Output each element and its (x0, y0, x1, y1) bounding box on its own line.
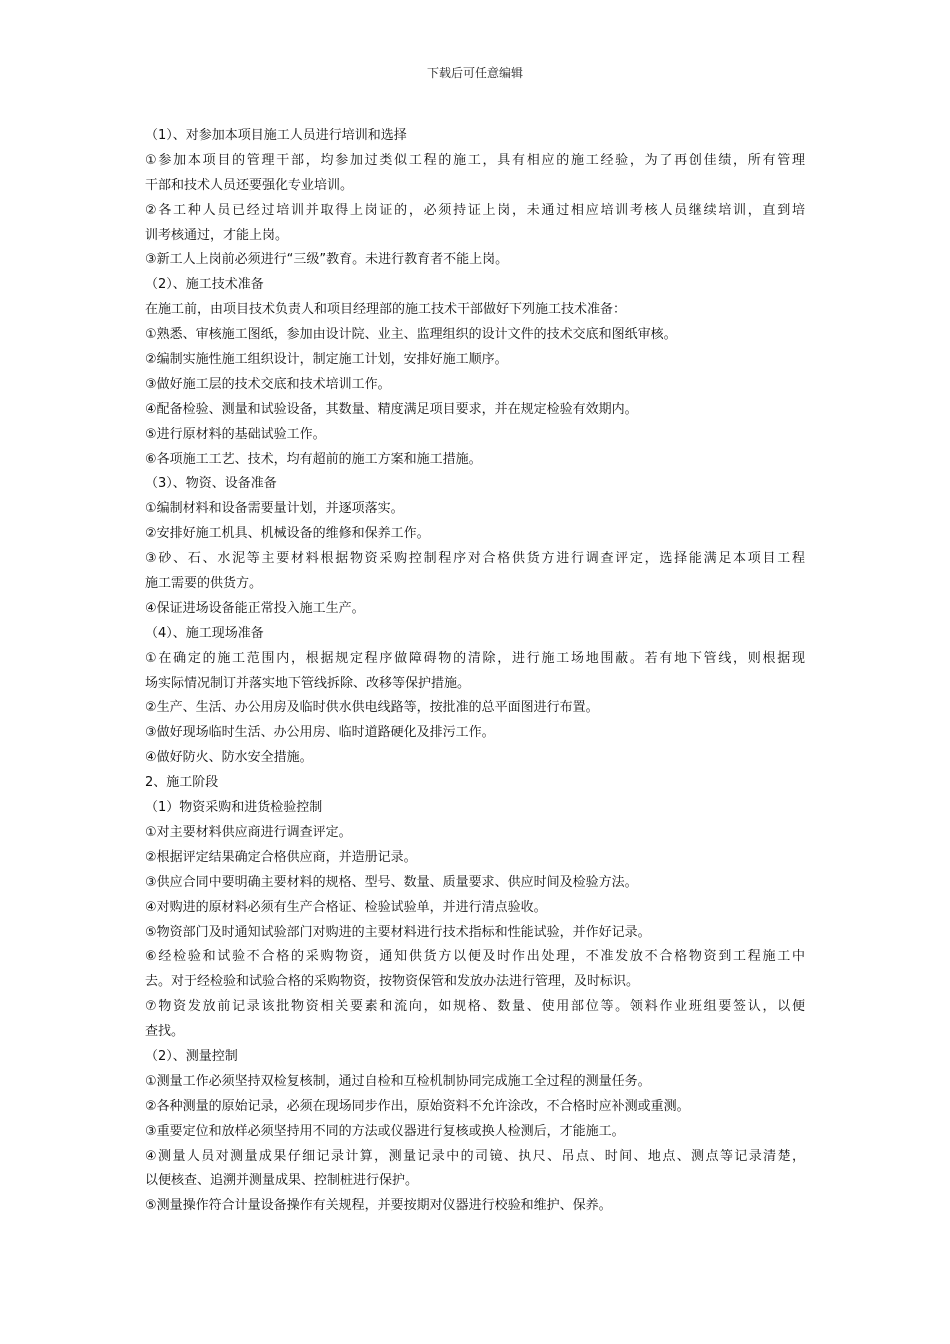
text-line: ③重要定位和放样必须坚持用不同的方法或仪器进行复核或换人检测后，才能施工。 (145, 1123, 625, 1139)
text-line: ②编制实施性施工组织设计，制定施工计划，安排好施工顺序。 (145, 352, 508, 368)
text-line: ②根据评定结果确定合格供应商，并造册记录。 (145, 849, 417, 865)
text-line: ④保证进场设备能正常投入施工生产。 (145, 600, 365, 616)
text-line: ④测量人员对测量成果仔细记录计算，测量记录中的司镜、执尺、吊点、时间、地点、测点等记录清楚， (145, 1148, 805, 1164)
text-line: ③砂、石、水泥等主要材料根据物资采购控制程序对合格供货方进行调查评定，选择能满足本项目工程 (145, 551, 805, 567)
text-line: 2、施工阶段 (145, 775, 219, 791)
page-header: 下载后可任意编辑 (426, 66, 523, 80)
text-line: ⑦物资发放前记录该批物资相关要素和流向，如规格、数量、使用部位等。领料作业班组要签认，以便 (145, 999, 805, 1015)
document-body (145, 124, 805, 1219)
text-line: ②安排好施工机具、机械设备的维修和保养工作。 (145, 526, 430, 542)
text-line: （2）、施工技术准备 (145, 277, 264, 293)
text-line: ①对主要材料供应商进行调查评定。 (145, 824, 352, 840)
text-line: ③新工人上岗前必须进行“三级”教育。未进行教育者不能上岗。 (145, 252, 509, 268)
text-line: 查找。 (145, 1024, 185, 1040)
text-line: ③做好现场临时生活、办公用房、临时道路硬化及排污工作。 (145, 725, 495, 741)
text-line: ⑥经检验和试验不合格的采购物资，通知供货方以便及时作出处理，不准发放不合格物资到工程施工中 (145, 949, 805, 965)
text-line: （1）、对参加本项目施工人员进行培训和选择 (145, 128, 407, 143)
text-line: （3）、物资、设备准备 (145, 476, 277, 492)
text-line: （4）、施工现场准备 (145, 625, 264, 641)
text-line: ②各种测量的原始记录，必须在现场同步作出，原始资料不允许涂改，不合格时应补测或重测。 (145, 1098, 690, 1114)
text-line: ④做好防火、防水安全措施。 (145, 750, 313, 766)
text-line: ④对购进的原材料必须有生产合格证、检验试验单，并进行清点验收。 (145, 899, 547, 915)
text-line: ②生产、生活、办公用房及临时供水供电线路等，按批准的总平面图进行布置。 (145, 700, 599, 716)
text-line: ①测量工作必须坚持双检复核制，通过自检和互检机制协同完成施工全过程的测量任务。 (145, 1073, 651, 1089)
text-line: ②各工种人员已经过培训并取得上岗证的，必须持证上岗，未通过相应培训考核人员继续培训，直到培 (145, 202, 805, 218)
text-line: （1）物资采购和进货检验控制 (145, 800, 323, 816)
text-line: ⑤进行原材料的基础试验工作。 (145, 426, 326, 442)
text-line: 干部和技术人员还要强化专业培训。 (145, 177, 354, 193)
text-line: 场实际情况制订并落实地下管线拆除、改移等保护措施。 (145, 675, 471, 691)
text-line: 在施工前，由项目技术负责人和项目经理部的施工技术干部做好下列施工技术准备： (145, 302, 627, 318)
text-line: 训考核通过，才能上岗。 (145, 227, 289, 243)
text-line: 施工需要的供货方。 (145, 576, 263, 592)
text-line: ①编制材料和设备需要量计划，并逐项落实。 (145, 501, 404, 517)
text-line: 以便核查、追溯并测量成果、控制桩进行保护。 (145, 1173, 419, 1189)
text-line: ①熟悉、审核施工图纸，参加由设计院、业主、监理组织的设计文件的技术交底和图纸审核。 (145, 327, 677, 343)
text-line: ①参加本项目的管理干部，均参加过类似工程的施工，具有相应的施工经验，为了再创佳绩，所有管理 (145, 152, 805, 168)
text-line: （2）、测量控制 (145, 1048, 238, 1064)
text-line: ③供应合同中要明确主要材料的规格、型号、数量、质量要求、供应时间及检验方法。 (145, 874, 638, 890)
text-line: ④配备检验、测量和试验设备，其数量、精度满足项目要求，并在规定检验有效期内。 (145, 401, 638, 417)
text-line: ①在确定的施工范围内，根据规定程序做障碍物的清除，进行施工场地围蔽。若有地下管线，则根据现 (145, 650, 805, 666)
text-line: ⑤物资部门及时通知试验部门对购进的主要材料进行技术指标和性能试验，并作好记录。 (145, 924, 651, 940)
text-line: ⑥各项施工工艺、技术，均有超前的施工方案和施工措施。 (145, 451, 482, 467)
text-line: ③做好施工层的技术交底和技术培训工作。 (145, 376, 391, 392)
text-line: ⑤测量操作符合计量设备操作有关规程，并要按期对仪器进行校验和维护、保养。 (145, 1198, 612, 1214)
text-line: 去。对于经检验和试验合格的采购物资，按物资保管和发放办法进行管理，及时标识。 (145, 974, 640, 990)
